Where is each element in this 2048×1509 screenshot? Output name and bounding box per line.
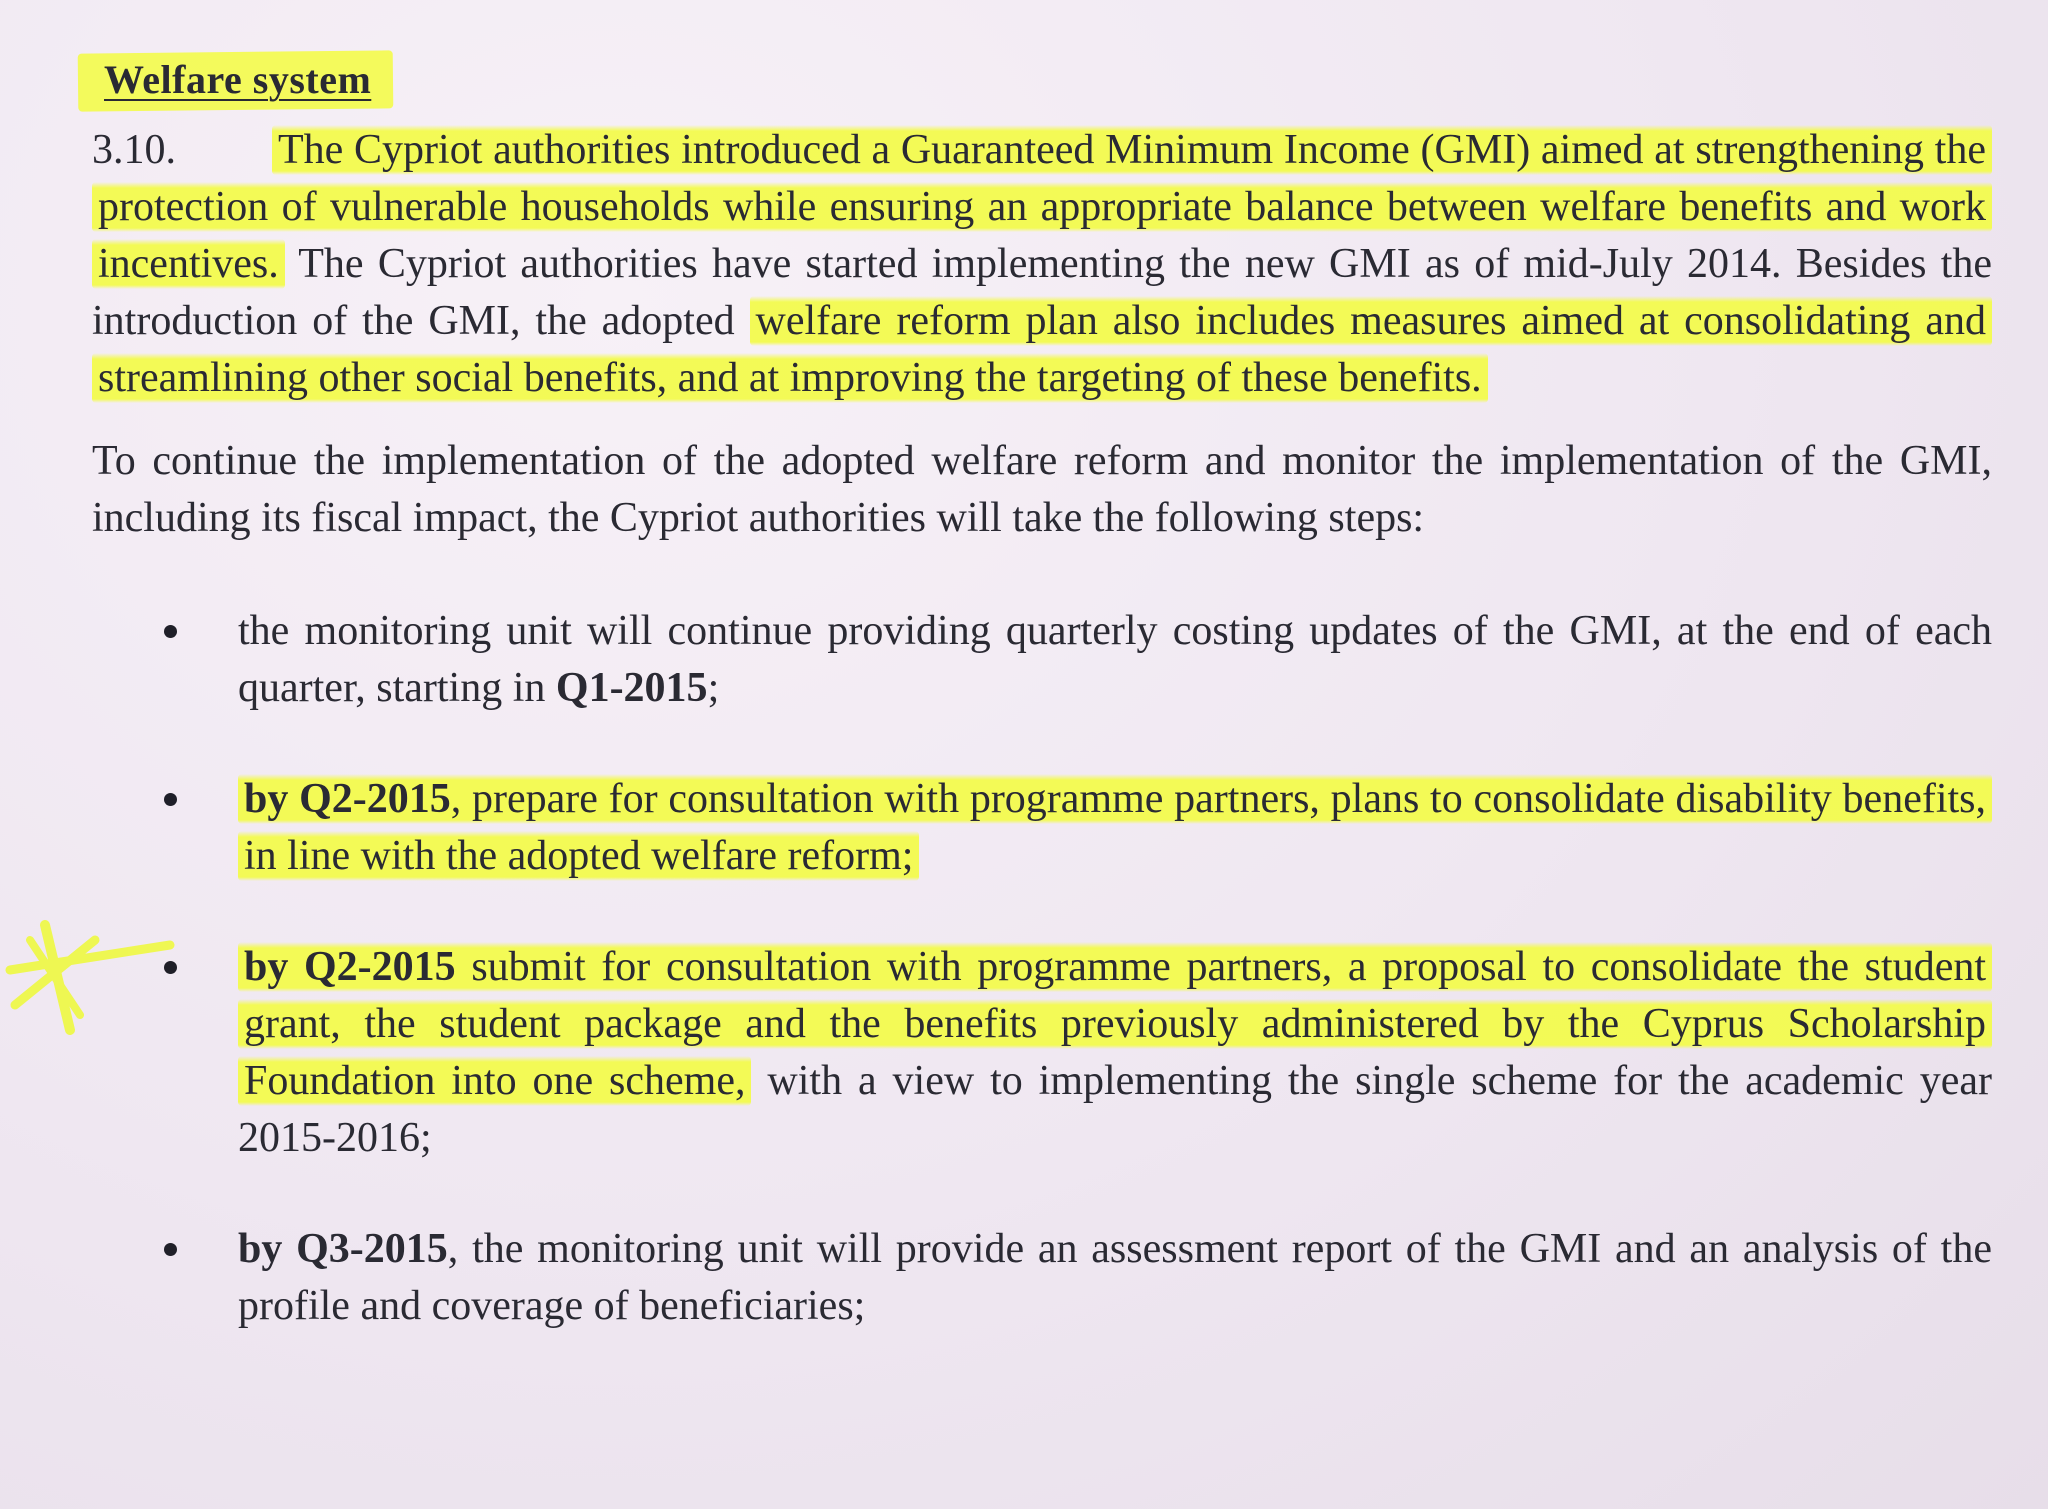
bullet-icon: [164, 961, 177, 974]
steps-list: [92, 603, 1992, 1335]
bullet-icon: [164, 1243, 177, 1256]
section-heading: [100, 48, 375, 112]
document-page: [92, 48, 1992, 1389]
step-text: , the monitoring unit will provide an assessment report of the GMI and an analysis of the profile and coverage of beneficiaries;: [238, 1226, 1992, 1329]
paragraph-3-10: [92, 122, 1992, 407]
step-text: submit for consultation with programme partners, a proposal to consolidate the student grant, the student package and the benefits previously administered by the Cyprus Scholarship Foundation into one scheme,: [244, 944, 1986, 1104]
step-bold: by Q2-2015: [244, 776, 451, 822]
step-text: the monitoring unit will continue providing quarterly costing updates of the GMI, at the end of each quarter, starting in: [238, 608, 1992, 711]
plain-span: The Cypriot authorities have started implementing the new GMI as of mid-July 2014. Besides the introduction of the GMI, the adopted: [92, 241, 1992, 344]
step-text: with a view to implementing the single scheme for the academic year 2015-2016;: [238, 1058, 1992, 1161]
highlight-span: [238, 774, 1992, 881]
bullet-icon: [164, 793, 177, 806]
step-text: ;: [707, 665, 720, 711]
highlight-span: The Cypriot authorities introduced a Guaranteed Minimum Income (GMI) aimed at strengthening the protection of vulnerable households while ensuring an appropriate balance between welfare benefits and work incentives.: [92, 125, 1992, 289]
bullet-icon: [164, 625, 177, 638]
paragraph-number: 3.10.: [92, 127, 176, 173]
step-bold: Q1-2015: [555, 665, 708, 711]
list-item: [92, 1221, 1992, 1335]
heading-text: Welfare system: [104, 57, 372, 102]
step-text: , prepare for consultation with programme partners, plans to consolidate disability benefits, in line with the adopted welfare reform;: [244, 776, 1987, 879]
step-bold: by Q2-2015: [244, 944, 456, 990]
list-item: [92, 771, 1992, 885]
highlight-span: welfare reform plan also includes measures aimed at consolidating and streamlining other social benefits, and at improving the targeting of these benefits.: [92, 296, 1992, 403]
list-item: [92, 939, 1992, 1167]
intro-paragraph: To continue the implementation of the adopted welfare reform and monitor the implementation of the GMI, including its fiscal impact, the Cypriot authorities will take the following steps:: [92, 438, 1992, 541]
list-item: [92, 603, 1992, 717]
step-bold: by Q3-2015: [238, 1226, 448, 1272]
